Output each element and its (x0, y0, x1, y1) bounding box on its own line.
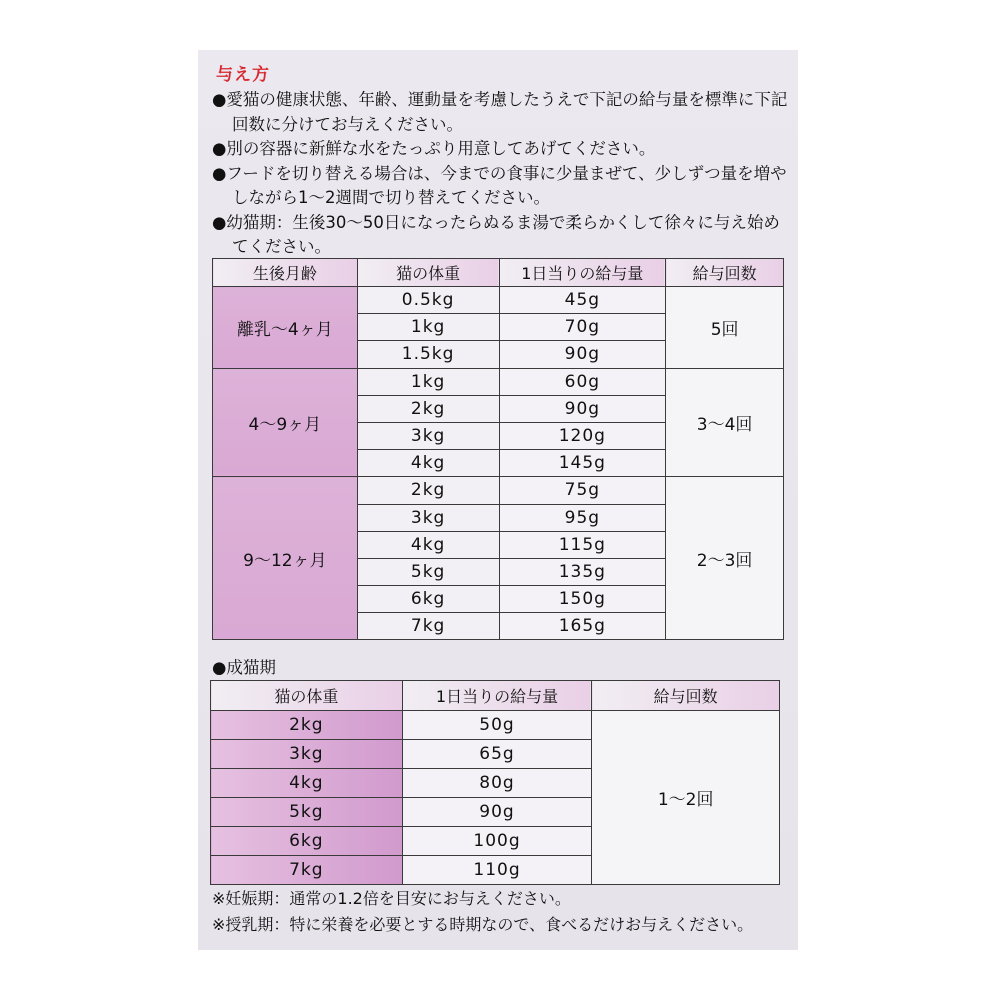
weight-cell: 1kg (357, 314, 499, 341)
amount-cell: 90g (402, 798, 592, 827)
amount-cell: 115g (499, 531, 666, 558)
frequency-cell: 5回 (666, 287, 784, 369)
weight-cell: 3kg (357, 422, 499, 449)
note-item: ●フードを切り替える場合は、今までの食事に少量まぜて、少しずつ量を増やしながら1〜2週間で切り替えてください。 (212, 163, 787, 207)
amount-cell: 120g (499, 422, 666, 449)
weight-cell: 6kg (211, 827, 403, 856)
header-amount: 1日当りの給与量 (402, 681, 592, 711)
amount-cell: 90g (499, 395, 666, 422)
header-frequency: 給与回数 (592, 681, 780, 711)
age-cell: 離乳〜4ヶ月 (213, 287, 358, 369)
kitten-feeding-table (212, 258, 784, 640)
amount-cell: 80g (402, 769, 592, 798)
amount-cell: 110g (402, 856, 592, 885)
header-weight: 猫の体重 (357, 259, 499, 287)
amount-cell: 165g (499, 613, 666, 640)
feeding-notes (212, 88, 792, 260)
note-item: ●愛猫の健康状態、年齢、運動量を考慮したうえで下記の給与量を標準に下記回数に分けてお与えください。 (212, 90, 788, 134)
adult-heading: ●成猫期 (212, 658, 276, 677)
weight-cell: 2kg (357, 477, 499, 504)
footnote-nursing: ※授乳期：特に栄養を必要とする時期なので、食べるだけお与えください。 (212, 915, 754, 934)
weight-cell: 5kg (211, 798, 403, 827)
amount-cell: 65g (402, 740, 592, 769)
weight-cell: 4kg (357, 531, 499, 558)
header-frequency: 給与回数 (666, 259, 784, 287)
amount-cell: 150g (499, 586, 666, 613)
weight-cell: 4kg (211, 769, 403, 798)
amount-cell: 100g (402, 827, 592, 856)
weight-cell: 3kg (211, 740, 403, 769)
weight-cell: 5kg (357, 558, 499, 585)
section-title: 与え方 (216, 65, 270, 85)
note-item: ●幼猫期：生後30〜50日になったらぬるま湯で柔らかくして徐々に与え始めてください。 (212, 212, 780, 256)
weight-cell: 2kg (357, 395, 499, 422)
weight-cell: 2kg (211, 711, 403, 740)
header-age: 生後月齢 (213, 259, 358, 287)
frequency-cell: 3〜4回 (666, 368, 784, 477)
weight-cell: 7kg (211, 856, 403, 885)
frequency-cell: 1〜2回 (592, 711, 780, 885)
amount-cell: 70g (499, 314, 666, 341)
weight-cell: 1.5kg (357, 341, 499, 368)
amount-cell: 135g (499, 558, 666, 585)
weight-cell: 1kg (357, 368, 499, 395)
weight-cell: 3kg (357, 504, 499, 531)
amount-cell: 50g (402, 711, 592, 740)
amount-cell: 90g (499, 341, 666, 368)
weight-cell: 0.5kg (357, 287, 499, 314)
adult-feeding-table (210, 680, 780, 885)
weight-cell: 7kg (357, 613, 499, 640)
header-weight: 猫の体重 (211, 681, 403, 711)
footnote-pregnancy: ※妊娠期：通常の1.2倍を目安にお与えください。 (212, 889, 571, 908)
weight-cell: 6kg (357, 586, 499, 613)
frequency-cell: 2〜3回 (666, 477, 784, 640)
header-amount: 1日当りの給与量 (499, 259, 666, 287)
amount-cell: 75g (499, 477, 666, 504)
amount-cell: 60g (499, 368, 666, 395)
weight-cell: 4kg (357, 450, 499, 477)
amount-cell: 95g (499, 504, 666, 531)
note-item: ●別の容器に新鮮な水をたっぷり用意してあげてください。 (212, 139, 656, 158)
age-cell: 4〜9ヶ月 (213, 368, 358, 477)
amount-cell: 45g (499, 287, 666, 314)
age-cell: 9〜12ヶ月 (213, 477, 358, 640)
amount-cell: 145g (499, 450, 666, 477)
